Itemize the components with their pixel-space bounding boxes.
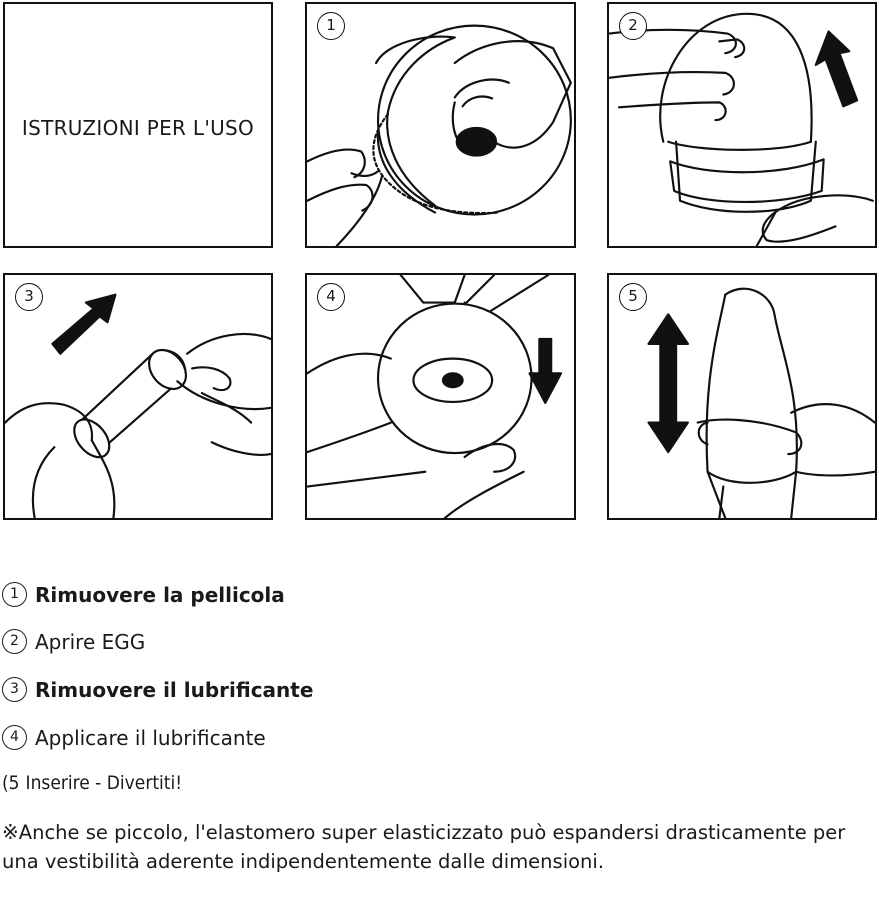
step-3-illustration (3, 273, 273, 520)
step-4-row (2, 725, 266, 750)
step-5-label: Inserire - Divertiti! (25, 772, 183, 794)
step-1-illustration (305, 2, 576, 248)
step-2-row (2, 629, 145, 654)
title-panel (3, 2, 273, 248)
lubricant-remove-drawing (5, 275, 271, 518)
step-1-circle: 1 (2, 582, 27, 607)
step-4-illustration (305, 273, 576, 520)
step-2-label: Aprire EGG (35, 629, 146, 654)
step-2-circle: 2 (2, 629, 27, 654)
step-5-number: 5 (619, 283, 647, 311)
step-2-number: 2 (619, 12, 647, 40)
step-3-row (2, 677, 313, 702)
egg-peel-drawing (307, 4, 574, 246)
step-5-row (2, 772, 182, 794)
step-4-label: Applicare il lubrificante (35, 725, 266, 750)
step-3-number: 3 (15, 283, 43, 311)
reference-mark: ※ (2, 820, 19, 844)
step-2-illustration (607, 2, 877, 248)
step-1-number: 1 (317, 12, 345, 40)
insert-drawing (609, 275, 875, 518)
step-1-label: Rimuovere la pellicola (35, 582, 285, 607)
lubricant-apply-drawing (307, 275, 574, 518)
elastomer-note (2, 818, 862, 876)
step-5-illustration (607, 273, 877, 520)
step-5-prefix: (5 (2, 772, 20, 794)
step-4-number: 4 (317, 283, 345, 311)
step-3-label: Rimuovere il lubrificante (35, 677, 314, 702)
step-1-row (2, 582, 285, 607)
step-4-circle: 4 (2, 725, 27, 750)
instructions-title: ISTRUZIONI PER L'USO (21, 116, 255, 140)
note-text: Anche se piccolo, l'elastomero super elasticizzato può espandersi drasticamente per una vestibilità aderente indipendentemente dalle dimensioni. (2, 821, 846, 873)
egg-open-drawing (609, 4, 875, 246)
step-3-circle: 3 (2, 677, 27, 702)
